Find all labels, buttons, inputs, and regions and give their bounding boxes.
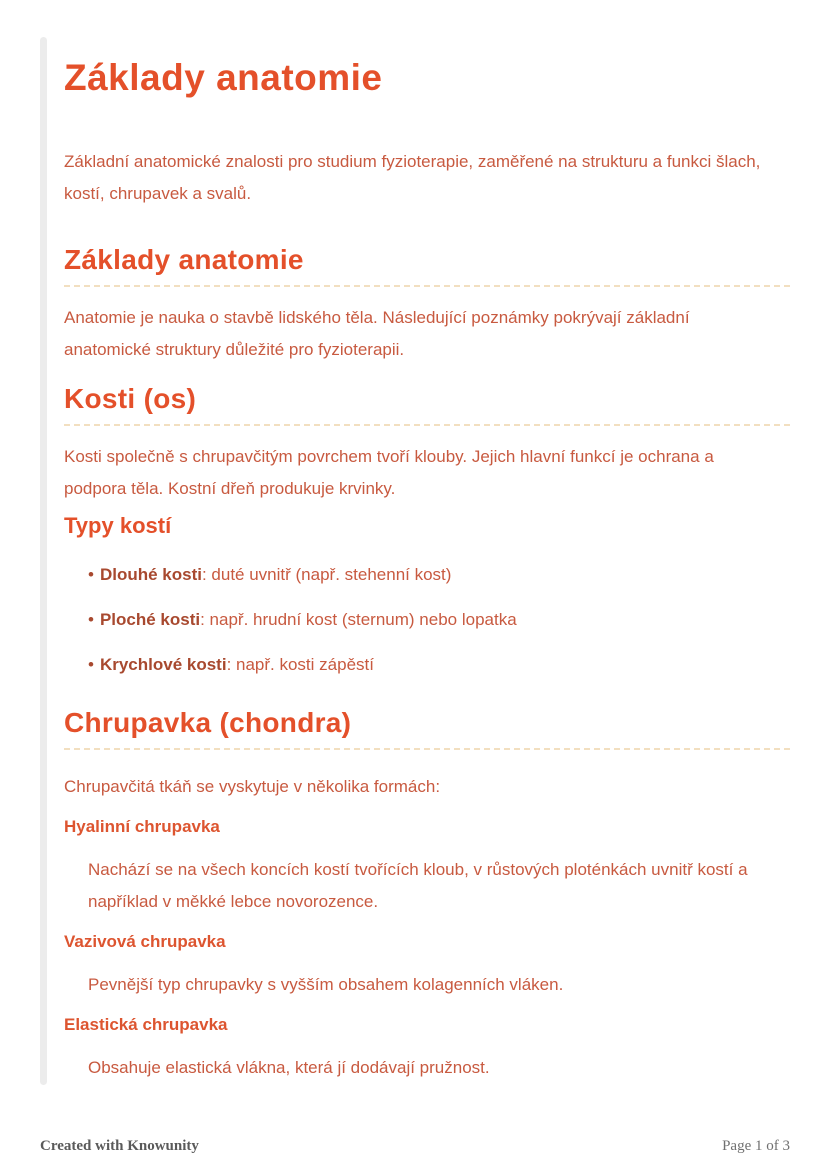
- footer-page-number: Page 1 of 3: [722, 1138, 790, 1154]
- bullet-marker: •: [88, 610, 94, 629]
- bullet-marker: •: [88, 655, 94, 674]
- page-footer: [40, 1138, 790, 1155]
- section-paragraph: Anatomie je nauka o stavbě lidského těla. Následující poznámky pokrývají základní anatomické struktury důležité pro fyzioterapii.: [64, 308, 690, 359]
- section-kosti: [64, 382, 790, 681]
- footer-branding: Created with Knowunity: [40, 1138, 199, 1154]
- document-title: Základy anatomie: [64, 57, 383, 98]
- document-intro: Základní anatomické znalosti pro studium fyzioterapie, zaměřené na strukturu a funkci šlach, kostí, chrupavek a svalů.: [64, 152, 761, 203]
- section-heading: Kosti (os): [64, 382, 790, 426]
- section-paragraph: Kosti společně s chrupavčitým povrchem tvoří klouby. Jejich hlavní funkcí je ochrana a podpora těla. Kostní dřeň produkuje krvinky.: [64, 447, 714, 498]
- list-item-desc: : např. kosti zápěstí: [226, 655, 374, 674]
- list-item-term: Ploché kosti: [99, 610, 201, 629]
- entry-text: Pevnější typ chrupavky s vyšším obsahem kolagenních vláken.: [88, 975, 564, 994]
- section-paragraph: Chrupavčitá tkáň se vyskytuje v několika formách:: [64, 777, 441, 796]
- section-heading: Chrupavka (chondra): [64, 706, 790, 750]
- list-item-desc: : duté uvnitř (např. stehenní kost): [201, 565, 452, 584]
- list-item-term: Krychlové kosti: [99, 655, 227, 674]
- list-item-desc: : např. hrudní kost (sternum) nebo lopatka: [200, 610, 517, 629]
- list-item: [88, 559, 790, 591]
- section-chrupavka: [64, 706, 790, 1084]
- section-heading: Základy anatomie: [64, 243, 790, 287]
- entry-text: Obsahuje elastická vlákna, která jí dodávají pružnost.: [88, 1058, 490, 1077]
- bullet-marker: •: [88, 565, 94, 584]
- entry-label: Vazivová chrupavka: [64, 932, 226, 951]
- entry-text: Nachází se na všech koncích kostí tvořících kloub, v růstových ploténkách uvnitř kostí a například v měkké lebce novorozence.: [88, 860, 748, 911]
- entry-label: Elastická chrupavka: [64, 1015, 228, 1034]
- list-item-term: Dlouhé kosti: [99, 565, 202, 584]
- entry-label: Hyalinní chrupavka: [64, 817, 220, 836]
- bone-type-list: [64, 559, 790, 681]
- list-item: [88, 604, 790, 636]
- subsection-heading: Typy kostí: [64, 513, 172, 538]
- section-zaklady-anatomie: [64, 243, 790, 366]
- list-item: [88, 649, 790, 681]
